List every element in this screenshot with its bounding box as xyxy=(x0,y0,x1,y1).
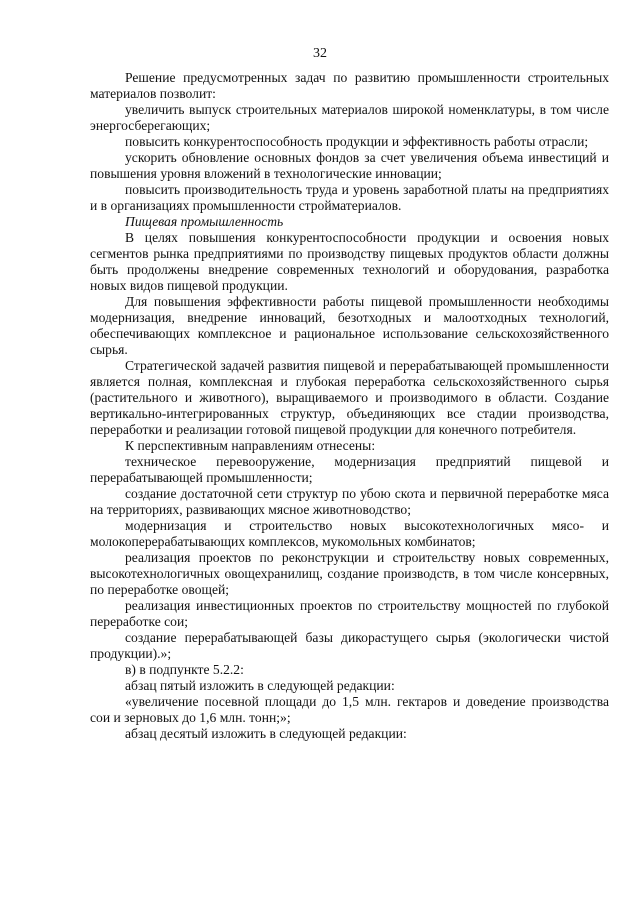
paragraph: повысить производительность труда и уровень заработной платы на предприятиях и в организациях промышленности стройматериалов. xyxy=(90,182,609,213)
paragraph: модернизация и строительство новых высокотехнологичных мясо- и молокоперерабатывающих комплексов, мукомольных комбинатов; xyxy=(90,518,609,549)
paragraph: реализация инвестиционных проектов по строительству мощностей по глубокой переработке сои; xyxy=(90,598,609,629)
document-body xyxy=(90,70,609,742)
paragraph: К перспективным направлениям отнесены: xyxy=(125,438,376,453)
section-heading: Пищевая промышленность xyxy=(125,214,284,229)
paragraph: техническое перевооружение, модернизация предприятий пищевой и перерабатывающей промышленности; xyxy=(90,454,609,485)
paragraph: Решение предусмотренных задач по развитию промышленности строительных материалов позволит: xyxy=(90,70,609,101)
paragraph: В целях повышения конкурентоспособности продукции и освоения новых сегментов рынка предприятиями по производству пищевых продуктов области должны быть продолжены внедрение современных технологий и оборудования, разработка новых видов пищевой продукции. xyxy=(90,230,609,293)
paragraph: «увеличение посевной площади до 1,5 млн. гектаров и доведение производства сои и зерновых до 1,6 млн. тонн;»; xyxy=(90,694,609,725)
paragraph: в) в подпункте 5.2.2: xyxy=(125,662,244,677)
paragraph: Стратегической задачей развития пищевой и перерабатывающей промышленности является полная, комплексная и глубокая переработка сельскохозяйственного сырья (растительного и животного), выращиваемого и производимого в области. Создание вертикально-интегрированных структур, объединяющих все стадии производства, переработки и реализации готовой пищевой продукции для конечного потребителя. xyxy=(90,358,609,437)
paragraph: абзац пятый изложить в следующей редакции: xyxy=(125,678,395,693)
paragraph: создание перерабатывающей базы дикорастущего сырья (экологически чистой продукции).»; xyxy=(90,630,609,661)
paragraph: абзац десятый изложить в следующей редакции: xyxy=(125,726,407,741)
page-number: 32 xyxy=(313,46,327,61)
paragraph: реализация проектов по реконструкции и строительству новых современных, высокотехнологичных овощехранилищ, создание производств, в том числе консервных, по переработке овощей; xyxy=(90,550,609,597)
paragraph: увеличить выпуск строительных материалов широкой номенклатуры, в том числе энергосберегающих; xyxy=(90,102,609,133)
paragraph: ускорить обновление основных фондов за счет увеличения объема инвестиций и повышения уровня вложений в технологические инновации; xyxy=(90,150,609,181)
paragraph: повысить конкурентоспособность продукции и эффективность работы отрасли; xyxy=(125,134,589,149)
paragraph: Для повышения эффективности работы пищевой промышленности необходимы модернизация, внедрение инноваций, безотходных и малоотходных технологий, обеспечивающих комплексное и рациональное использование сельскохозяйственного сырья. xyxy=(90,294,609,357)
paragraph: создание достаточной сети структур по убою скота и первичной переработке мяса на территориях, развивающих мясное животноводство; xyxy=(90,486,609,517)
